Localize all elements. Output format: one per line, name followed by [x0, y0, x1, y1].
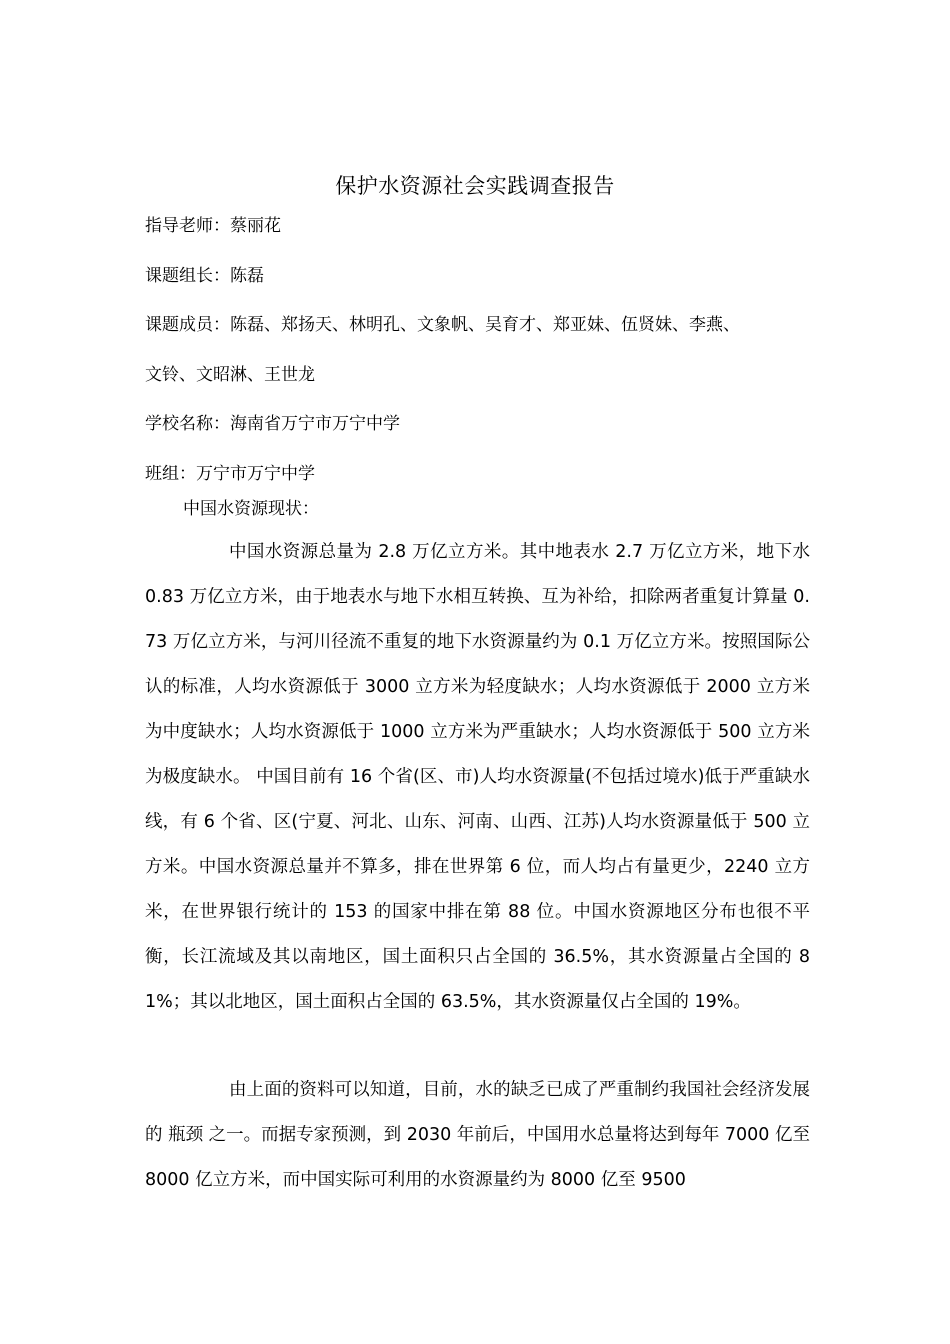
- school-line: 学校名称：海南省万宁市万宁中学: [145, 414, 400, 434]
- section-heading: 中国水资源现状：: [183, 499, 319, 519]
- members-line-1: 课题成员：陈磊、郑扬天、林明孔、文象帆、吴育才、郑亚妹、伍贤妹、李燕、: [145, 315, 740, 335]
- report-title: 保护水资源社会实践调查报告: [335, 174, 615, 198]
- members-line-2: 文铃、文昭淋、王世龙: [145, 365, 315, 385]
- paragraph-conclusion: 由上面的资料可以知道，目前，水的缺乏已成了严重制约我国社会经济发展的 瓶颈 之一。而据专家预测，到 2030 年前后，中国用水总量将达到每年 7000 亿至 8000 亿立方米，而中国实际可利用的水资源量约为 8000 亿至 9500: [145, 1080, 810, 1190]
- class-group-line: 班组：万宁市万宁中学: [145, 464, 315, 484]
- leader-line: 课题组长：陈磊: [145, 266, 264, 286]
- paragraph-water-status: 中国水资源总量为 2.8 万亿立方米。其中地表水 2.7 万亿立方米，地下水 0.83 万亿立方米，由于地表水与地下水相互转换、互为补给，扣除两者重复计算量 0.73 万亿立方米，与河川径流不重复的地下水资源量约为 0.1 万亿立方米。按照国际公认的标准，人均水资源低于 3000 立方米为轻度缺水；人均水资源低于 2000 立方米为中度缺水；人均水资源低于 1000 立方米为严重缺水；人均水资源低于 500 立方米为极度缺水。 中国目前有 16 个省(区、市)人均水资源量(不包括过境水)低于严重缺水线，有 6 个省、区(宁夏、河北、山东、河南、山西、江苏)人均水资源量低于 500 立方米。中国水资源总量并不算多，排在世界第 6 位，而人均占有量更少，2240 立方米，在世界银行统计的 153 的国家中排在第 88 位。中国水资源地区分布也很不平衡，长江流域及其以南地区，国土面积只占全国的 36.5%，其水资源量占全国的 81%；其以北地区，国土面积占全国的 63.5%，其水资源量仅占全国的 19%。: [145, 542, 810, 1012]
- advisor-line: 指导老师：蔡丽花: [145, 216, 281, 236]
